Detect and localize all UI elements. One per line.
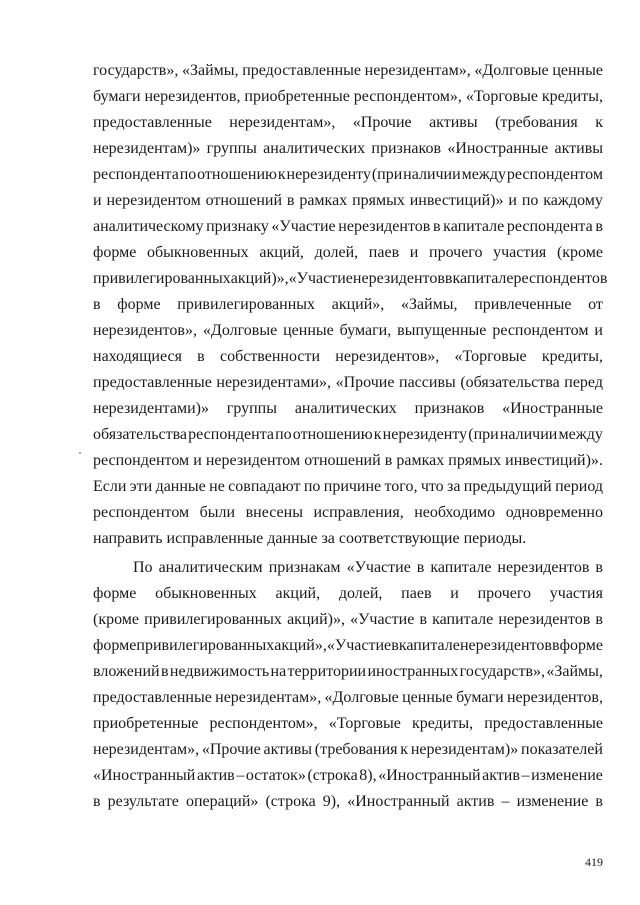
text-line: находящиеся в собственности нерезидентов», «Торговые кредиты, [93, 348, 603, 365]
text-line: бумаги нерезидентов, приобретенные респондентом», «Торговые кредиты, [93, 88, 603, 105]
text-line: нерезидентами)» группы аналитических признаков «Иностранные [93, 400, 603, 417]
text-line: в результате операций» (строка 9), «Иностранный актив – изменение в [93, 793, 603, 810]
text-line: (кроме привилегированных акций)», «Участие в капитале нерезидентов в [93, 611, 603, 628]
text-line: привилегированных акций)», «Участие нерезидентов в капитале респондентов [93, 270, 608, 287]
text-line: обязательства респондента по отношению к нерезиденту (при наличии между [93, 426, 603, 443]
paragraph-1 [93, 58, 608, 552]
text-line: форме обыкновенных акций, долей, паев и прочего участия (кроме [93, 244, 603, 261]
text-line: респондентом были внесены исправления, необходимо одновременно [93, 504, 603, 521]
paragraph-2 [93, 555, 603, 815]
text-line: нерезидентов», «Долговые ценные бумаги, выпущенные респондентом и [93, 322, 603, 339]
text-line: форме привилегированных акций», «Участие в капитале нерезидентов в форме [93, 637, 603, 654]
text-line: приобретенные респондентом», «Торговые кредиты, предоставленные [93, 715, 603, 732]
text-line: форме обыкновенных акций, долей, паев и прочего участия [93, 585, 603, 602]
text-line: предоставленные нерезидентам», «Прочие активы (требования к [93, 114, 603, 131]
text-line: вложений в недвижимость на территории иностранных государств», «Займы, [93, 663, 603, 680]
text-line: нерезидентам)» группы аналитических признаков «Иностранные активы [93, 140, 603, 157]
text-line: государств», «Займы, предоставленные нерезидентам», «Долговые ценные [93, 62, 603, 79]
page-number: 419 [585, 855, 603, 869]
text-line: предоставленные нерезидентам», «Долговые ценные бумаги нерезидентов, [93, 689, 603, 706]
text-line: аналитическому признаку «Участие нерезидентов в капитале респондента в [93, 218, 603, 235]
text-line: респондента по отношению к нерезиденту (при наличии между респондентом [93, 166, 603, 183]
text-line: предоставленные нерезидентами», «Прочие пассивы (обязательства перед [93, 374, 603, 391]
text-line: и нерезидентом отношений в рамках прямых инвестиций)» и по каждому [93, 192, 603, 209]
text-line: респондентом и нерезидентом отношений в рамках прямых инвестиций)». [93, 452, 603, 469]
text-line: По аналитическим признакам «Участие в капитале нерезидентов в [133, 559, 603, 576]
scan-artifact [79, 452, 81, 454]
text-line: нерезидентам», «Прочие активы (требования к нерезидентам)» показателей [93, 741, 603, 758]
text-line: Если эти данные не совпадают по причине того, что за предыдущий период [93, 478, 603, 495]
text-line: направить исправленные данные за соответствующие периоды. [93, 530, 527, 547]
text-line: в форме привилегированных акций», «Займы, привлеченные от [93, 296, 603, 313]
text-line: «Иностранный актив – остаток» (строка 8), «Иностранный актив – изменение [93, 767, 603, 784]
